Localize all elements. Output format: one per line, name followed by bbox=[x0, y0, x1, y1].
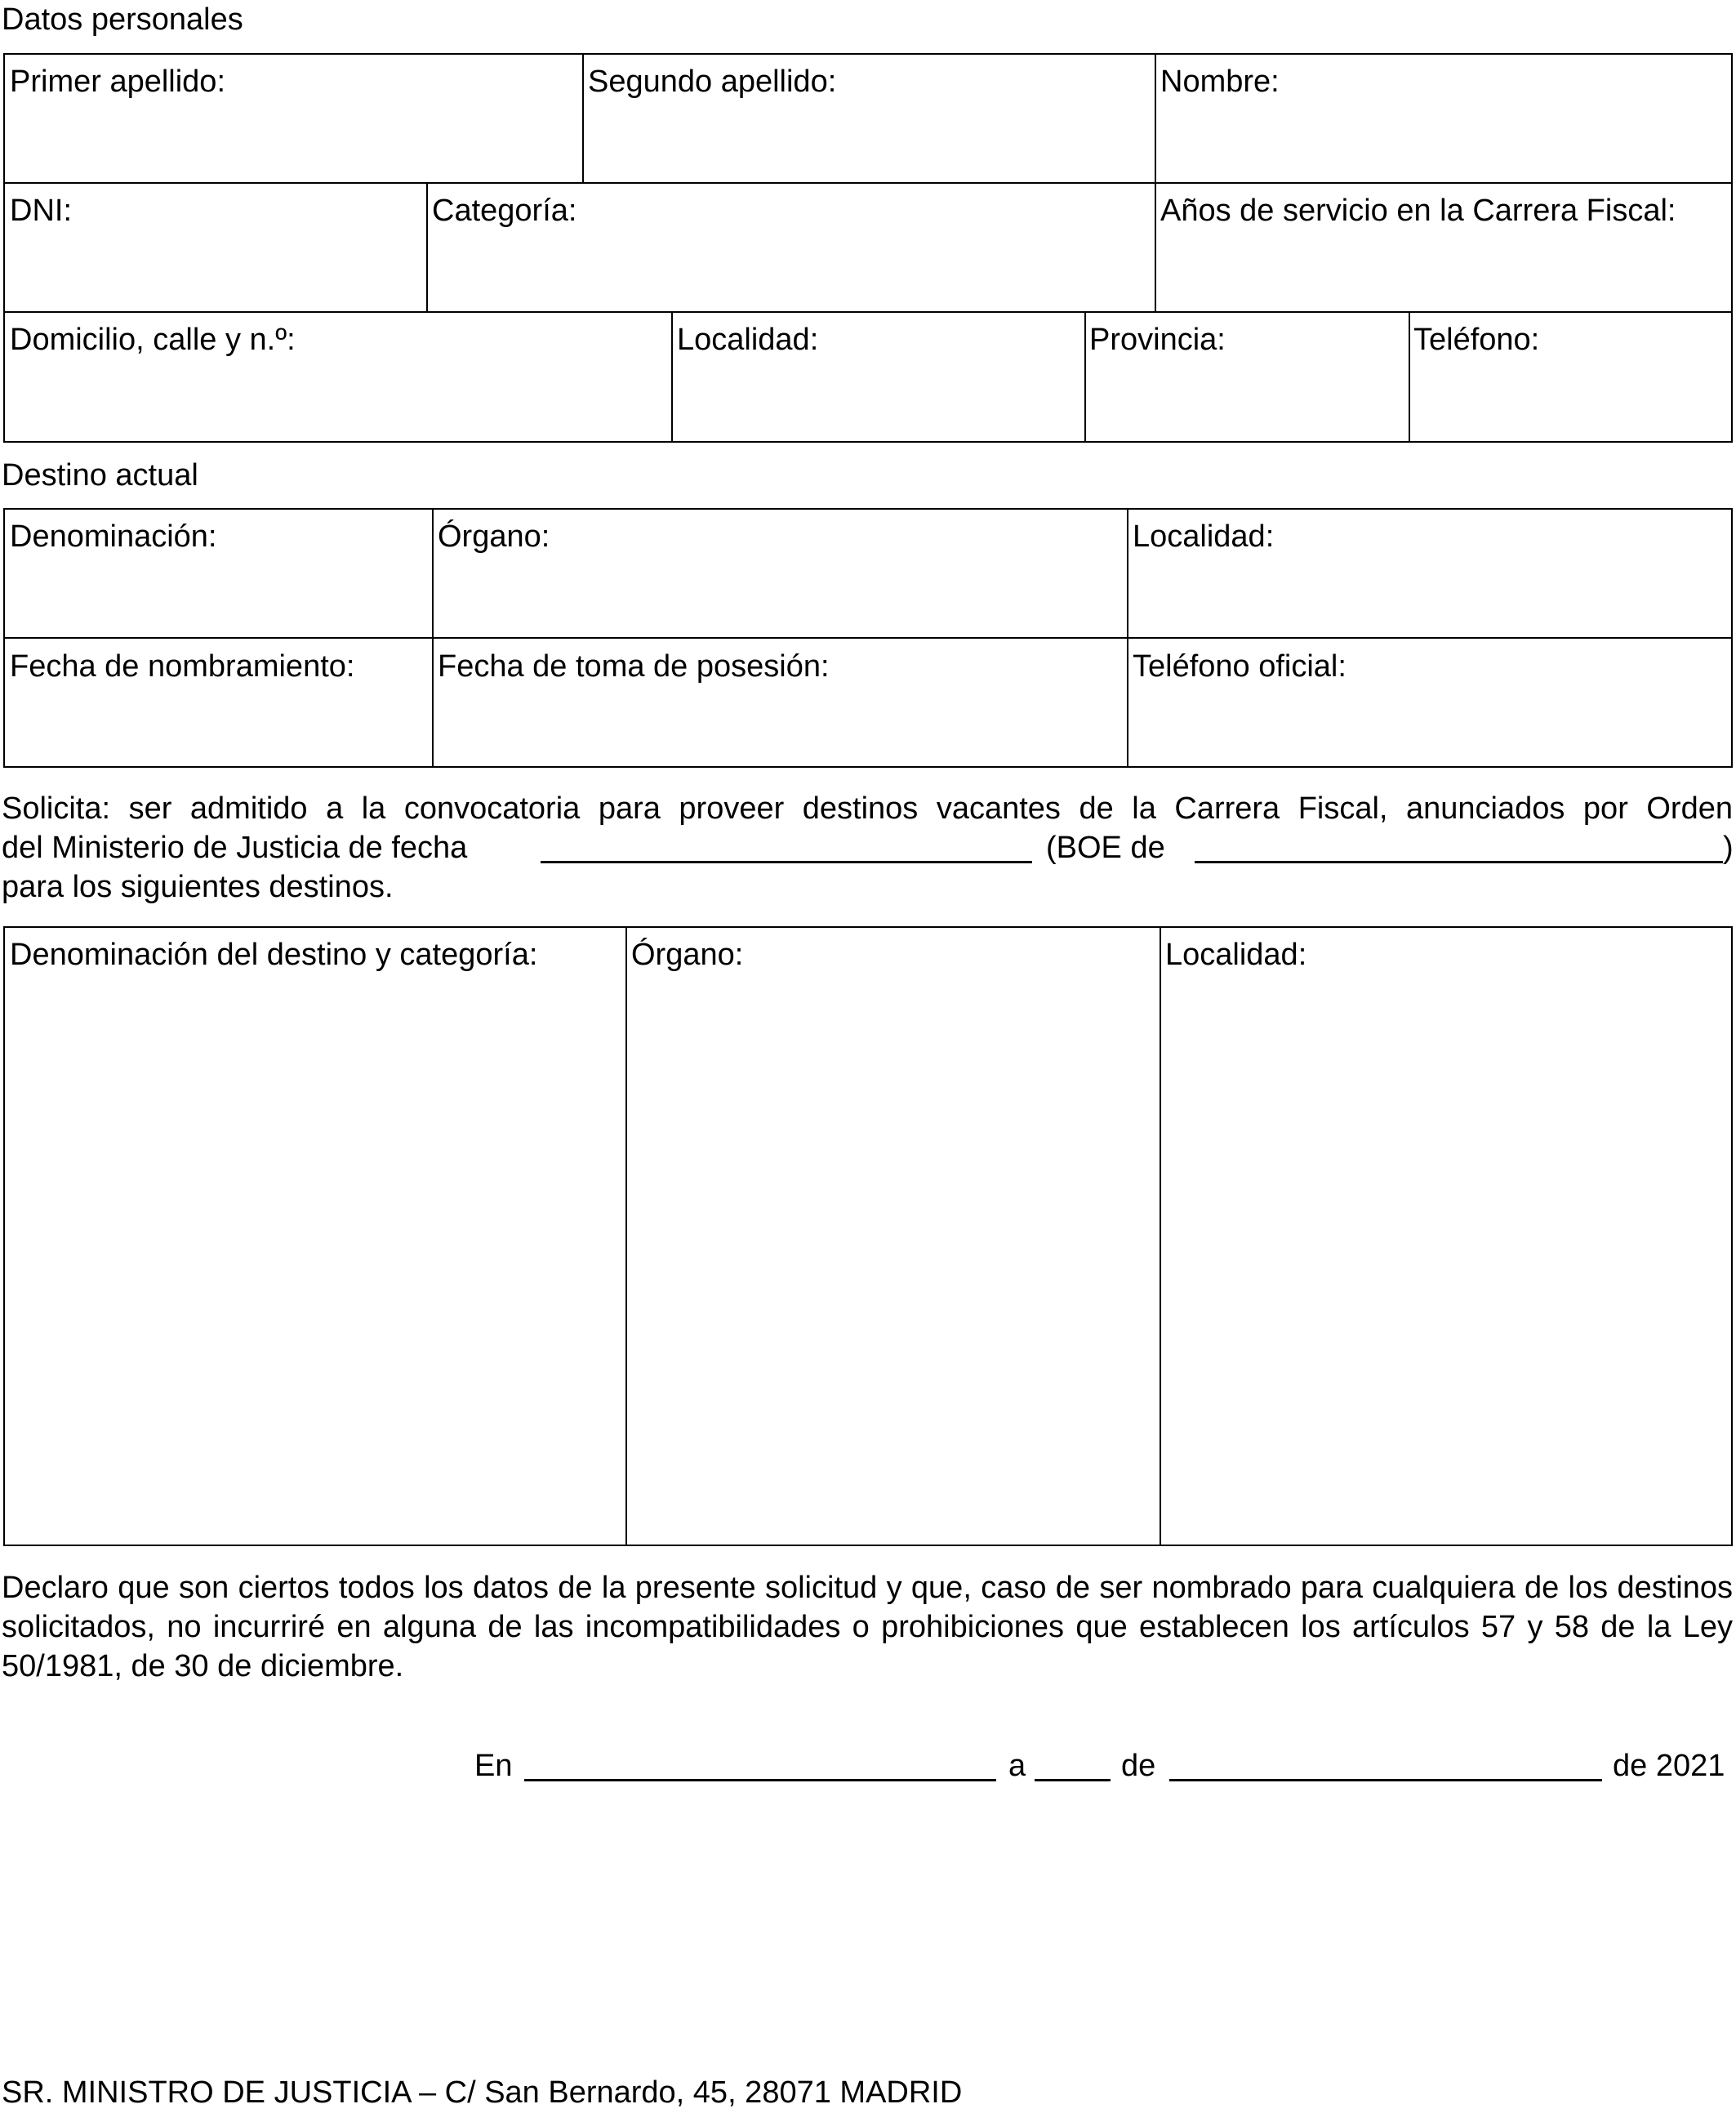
divider bbox=[1409, 311, 1410, 442]
divider bbox=[1155, 182, 1156, 312]
field-categoria[interactable]: Categoría: bbox=[432, 194, 577, 228]
divider bbox=[1155, 53, 1156, 183]
field-fecha-nombramiento[interactable]: Fecha de nombramiento: bbox=[10, 649, 355, 684]
divider bbox=[3, 182, 1733, 184]
header-denominacion-destino: Denominación del destino y categoría: bbox=[10, 938, 538, 972]
request-line-2b: (BOE de bbox=[1046, 831, 1165, 865]
signature-year: de 2021 bbox=[1613, 1749, 1725, 1783]
divider bbox=[1084, 311, 1086, 442]
destinations-col-denominacion-area[interactable] bbox=[7, 980, 624, 1542]
divider bbox=[432, 508, 434, 767]
field-primer-apellido[interactable]: Primer apellido: bbox=[10, 65, 225, 99]
field-telefono[interactable]: Teléfono: bbox=[1413, 323, 1540, 357]
declaration-text: Declaro que son ciertos todos los datos de la presente solicitud y que, caso de ser nombrado para cualquiera de los destinos solicitados, no incurriré en alguna de las incompatibilidades o prohibiciones que establecen los artículos 57 y 58 de la Ley 50/1981, de 30 de diciembre. bbox=[2, 1571, 1733, 1683]
month-blank[interactable] bbox=[1169, 1750, 1602, 1781]
signature-a: a bbox=[1008, 1749, 1026, 1783]
divider bbox=[3, 311, 1733, 313]
request-line-1: Solicita: ser admitido a la convocatoria para proveer destinos vacantes de la Carrera Fiscal, anunciados por Orden bbox=[2, 791, 1733, 826]
divider bbox=[582, 53, 584, 183]
section-title-personal: Datos personales bbox=[2, 2, 243, 37]
section-title-current: Destino actual bbox=[2, 458, 198, 493]
field-nombre[interactable]: Nombre: bbox=[1160, 65, 1280, 99]
footer-address: SR. MINISTRO DE JUSTICIA – C/ San Bernardo, 45, 28071 MADRID bbox=[2, 2075, 963, 2110]
field-fecha-posesion[interactable]: Fecha de toma de posesión: bbox=[438, 649, 830, 684]
field-localidad[interactable]: Localidad: bbox=[677, 323, 819, 357]
request-line-2c: ) bbox=[1723, 831, 1734, 865]
boe-date-blank[interactable] bbox=[1195, 831, 1723, 863]
divider bbox=[1160, 926, 1161, 1545]
place-blank[interactable] bbox=[524, 1750, 996, 1781]
divider bbox=[1127, 508, 1128, 767]
field-telefono-oficial[interactable]: Teléfono oficial: bbox=[1133, 649, 1347, 684]
day-blank[interactable] bbox=[1035, 1750, 1111, 1781]
header-organo: Órgano: bbox=[631, 938, 744, 972]
divider bbox=[3, 637, 1733, 639]
signature-en: En bbox=[474, 1749, 513, 1783]
field-organo[interactable]: Órgano: bbox=[438, 519, 550, 554]
field-provincia[interactable]: Provincia: bbox=[1089, 323, 1226, 357]
order-date-blank[interactable] bbox=[541, 831, 1032, 863]
destinations-col-localidad-area[interactable] bbox=[1163, 980, 1729, 1542]
field-domicilio[interactable]: Domicilio, calle y n.º: bbox=[10, 323, 296, 357]
divider bbox=[671, 311, 673, 442]
field-anos-servicio[interactable]: Años de servicio en la Carrera Fiscal: bbox=[1160, 194, 1676, 228]
destinations-col-organo-area[interactable] bbox=[629, 980, 1158, 1542]
request-line-3: para los siguientes destinos. bbox=[2, 870, 394, 904]
field-segundo-apellido[interactable]: Segundo apellido: bbox=[588, 65, 837, 99]
field-denominacion[interactable]: Denominación: bbox=[10, 519, 217, 554]
signature-de: de bbox=[1121, 1749, 1156, 1783]
request-line-2a: del Ministerio de Justicia de fecha bbox=[2, 831, 468, 865]
personal-table bbox=[3, 53, 1733, 443]
field-localidad-actual[interactable]: Localidad: bbox=[1133, 519, 1275, 554]
divider bbox=[625, 926, 627, 1545]
field-dni[interactable]: DNI: bbox=[10, 194, 72, 228]
divider bbox=[426, 182, 428, 312]
header-localidad: Localidad: bbox=[1165, 938, 1307, 972]
